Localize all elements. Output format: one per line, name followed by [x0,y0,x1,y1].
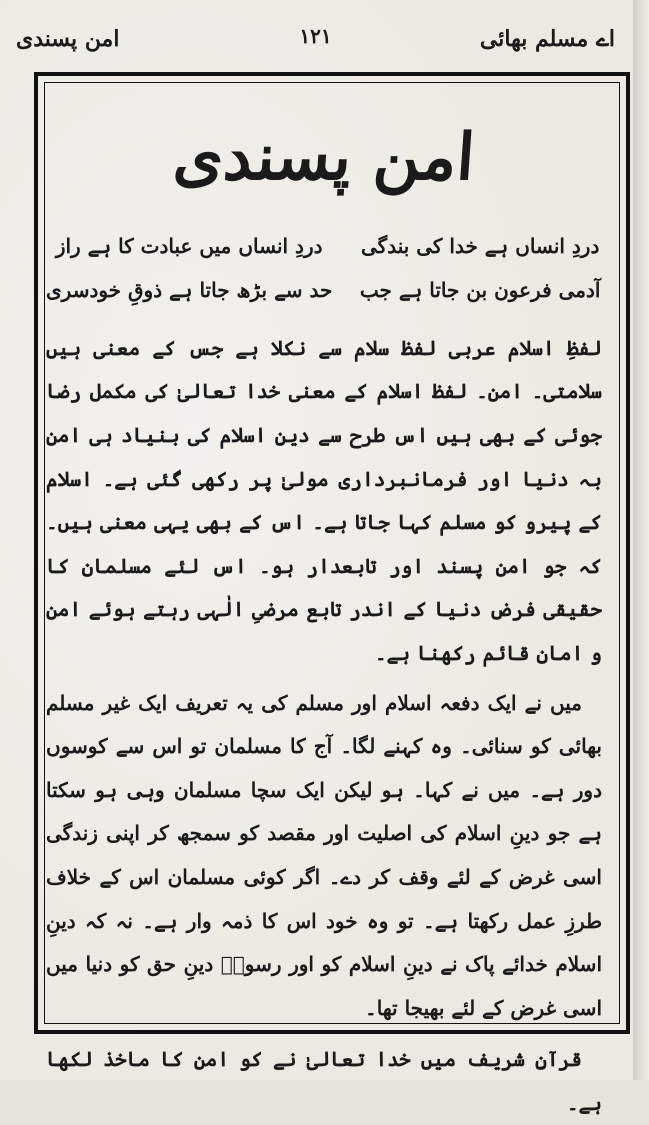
verse-line: حد سے بڑھ جاتا ہے ذوقِ خودسری [46,277,333,302]
body-paragraph: لفظِ اسلام عربی لفظ سلام سے نکلا ہے جس کے معنی ہیں سلامتی۔ امن۔ لفظ اسلام کے معنی خدا تعالیٰ کی مکمل رضا جوئی کے بھی ہیں اس طرح سے دینِ اسلام کی بنیاد ہی امن بہ دنیا اور فرمانبرداری مولیٰ پر رکھی گئی ہے۔ اسلام کے پیرو کو مسلم کہا جاتا ہے۔ اس کے بھی یہی معنی ہیں۔ کہ جو امن پسند اور تابعدار ہو۔ اس لئے مسلمان کا حقیقی فرض دنیا کے اندر تابع مرضیِ الٰہی رہتے ہوئے امن و امان قائم رکھنا ہے۔ [46,335,602,665]
running-head-chapter-title: امن پسندی [16,26,120,52]
page-number: ۱۲۱ [299,24,332,48]
running-head [16,22,615,66]
verse-line: دردِ انساں ہے خدا کی بندگی [361,233,600,258]
verse-line: دردِ انساں میں عبادت کا ہے راز [55,233,323,258]
running-head-book-title: اے مسلم بھائی [479,26,615,52]
article [46,120,602,1125]
article-title: امن پسندی [170,120,478,195]
body-paragraph: میں نے ایک دفعہ اسلام اور مسلم کی یہ تعریف ایک غیر مسلم بھائی کو سنائی۔ وہ کہنے لگا۔ آج کا مسلمان تو اس سے کوسوں دور ہے۔ میں نے کہا۔ ہو لیکن ایک سچا مسلمان وہی ہو سکتا ہے جو دینِ اسلام کی اصلیت اور مقصد کو سمجھ کر اپنی زندگی اسی غرض کے لئے وقف کر دے۔ اگر کوئی مسلمان اس کے خلاف طرزِ عمل رکھتا ہے۔ تو وہ خود اس کا ذمہ وار ہے۔ نہ کہ دینِ اسلام خدائے پاک نے دینِ اسلام کو اور رسولؐ دینِ حق کو دنیا میں اسی غرض کے لئے بھیجا تھا۔ [46,690,602,1020]
body-paragraph: قرآنِ شریف میں خدا تعالیٰ نے کو امن کا ماخذ لکھا ہے۔ [46,1047,602,1115]
poetry-couplets [46,229,602,307]
book-gutter [633,0,649,1080]
verse-line: آدمی فرعون بن جاتا ہے جب [359,277,601,302]
